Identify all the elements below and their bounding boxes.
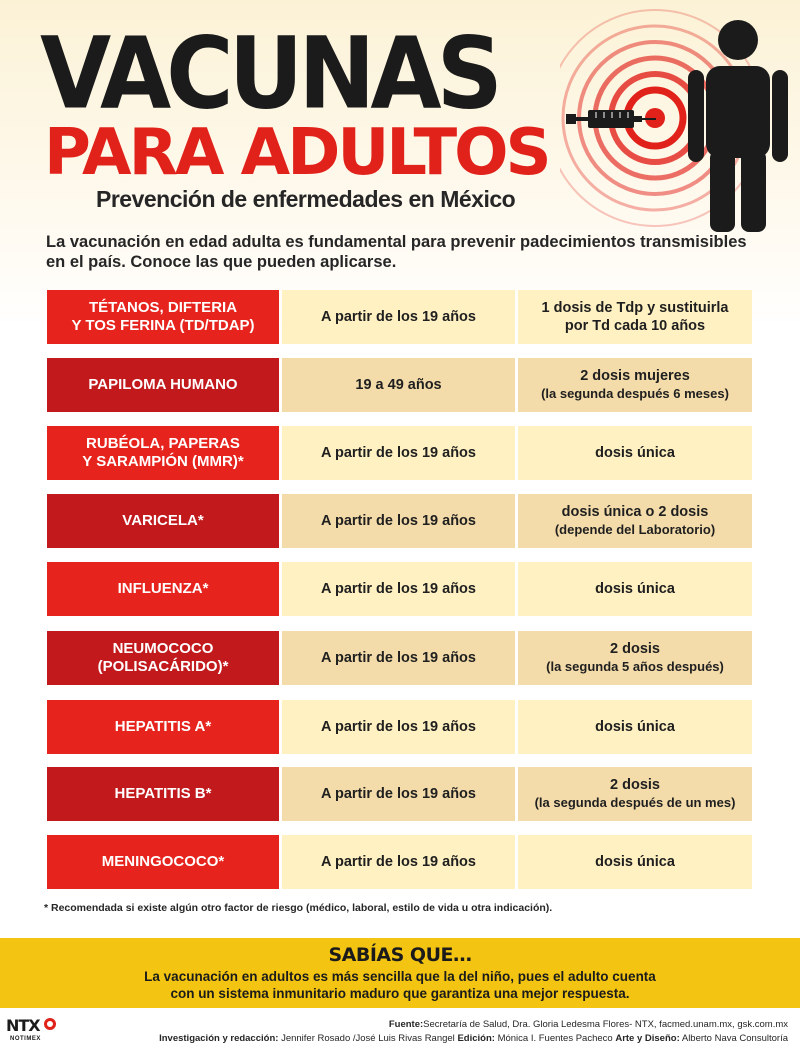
vaccine-dose: dosis única <box>518 835 752 889</box>
vaccine-dose: dosis única o 2 dosis (depende del Laboratorio) <box>518 494 752 548</box>
footnote: * Recomendada si existe algún otro factor de riesgo (médico, laboral, estilo de vida u otra indicación). <box>44 902 553 914</box>
vaccine-age: A partir de los 19 años <box>282 290 515 344</box>
vaccine-dose: 1 dosis de Tdp y sustituirla por Td cada 10 años <box>518 290 752 344</box>
vaccine-name: VARICELA* <box>47 494 279 548</box>
vaccine-dose: dosis única <box>518 562 752 616</box>
vaccine-age: A partir de los 19 años <box>282 700 515 754</box>
vaccine-age: A partir de los 19 años <box>282 426 515 480</box>
table-row <box>47 290 752 344</box>
subtitle: Prevención de enfermedades en México <box>96 186 516 212</box>
vaccine-dose: dosis única <box>518 700 752 754</box>
table-row <box>47 835 752 889</box>
vaccine-name: TÉTANOS, DIFTERIA Y TOS FERINA (TD/TDAP) <box>47 290 279 344</box>
table-row <box>47 426 752 480</box>
vaccine-dose: dosis única <box>518 426 752 480</box>
credits-authors: Investigación y redacción: Jennifer Rosado /José Luis Rivas Rangel Edición: Mónica I. Fuentes Pacheco Arte y Diseño: Alberto Nava Consultoría <box>159 1033 788 1044</box>
banner-text: La vacunación en adultos es más sencilla que la del niño, pues el adulto cuenta con un sistema inmunitario maduro que garantiza una mejor respuesta. <box>144 969 656 1001</box>
syringe-target-person-icon <box>560 0 800 240</box>
vaccine-age: A partir de los 19 años <box>282 631 515 685</box>
table-row <box>47 494 752 548</box>
intro-text: La vacunación en edad adulta es fundamental para prevenir padecimientos transmisibles en el país. Conoce las que pueden aplicarse. <box>46 233 747 271</box>
table-row <box>47 562 752 616</box>
vaccine-dose: 2 dosis mujeres (la segunda después 6 meses) <box>518 358 752 412</box>
vaccine-name: RUBÉOLA, PAPERAS Y SARAMPIÓN (MMR)* <box>47 426 279 480</box>
did-you-know-banner <box>0 938 800 1008</box>
vaccine-dose: 2 dosis (la segunda después de un mes) <box>518 767 752 821</box>
banner-title: SABÍAS QUE… <box>328 944 472 966</box>
vaccine-dose: 2 dosis (la segunda 5 años después) <box>518 631 752 685</box>
vaccine-age: A partir de los 19 años <box>282 835 515 889</box>
title-line-1: VACUNAS <box>40 15 498 132</box>
vaccine-name: NEUMOCOCO (POLISACÁRIDO)* <box>47 631 279 685</box>
vaccine-name: PAPILOMA HUMANO <box>47 358 279 412</box>
ntx-logo: NTX NOTIMEX <box>2 1014 58 1050</box>
title-line-2: PARA ADULTOS <box>44 116 549 190</box>
vaccine-age: A partir de los 19 años <box>282 562 515 616</box>
vaccine-name: MENINGOCOCO* <box>47 835 279 889</box>
table-row <box>47 631 752 685</box>
signal-icon <box>44 1018 56 1030</box>
table-row <box>47 358 752 412</box>
vaccine-age: A partir de los 19 años <box>282 494 515 548</box>
table-row <box>47 700 752 754</box>
credits-source: Fuente:Secretaría de Salud, Dra. Gloria Ledesma Flores- NTX, facmed.unam.mx, gsk.com.mx <box>388 1019 788 1030</box>
vaccine-name: HEPATITIS B* <box>47 767 279 821</box>
vaccine-name: HEPATITIS A* <box>47 700 279 754</box>
table-row <box>47 767 752 821</box>
vaccine-age: 19 a 49 años <box>282 358 515 412</box>
vaccine-age: A partir de los 19 años <box>282 767 515 821</box>
vaccine-name: INFLUENZA* <box>47 562 279 616</box>
